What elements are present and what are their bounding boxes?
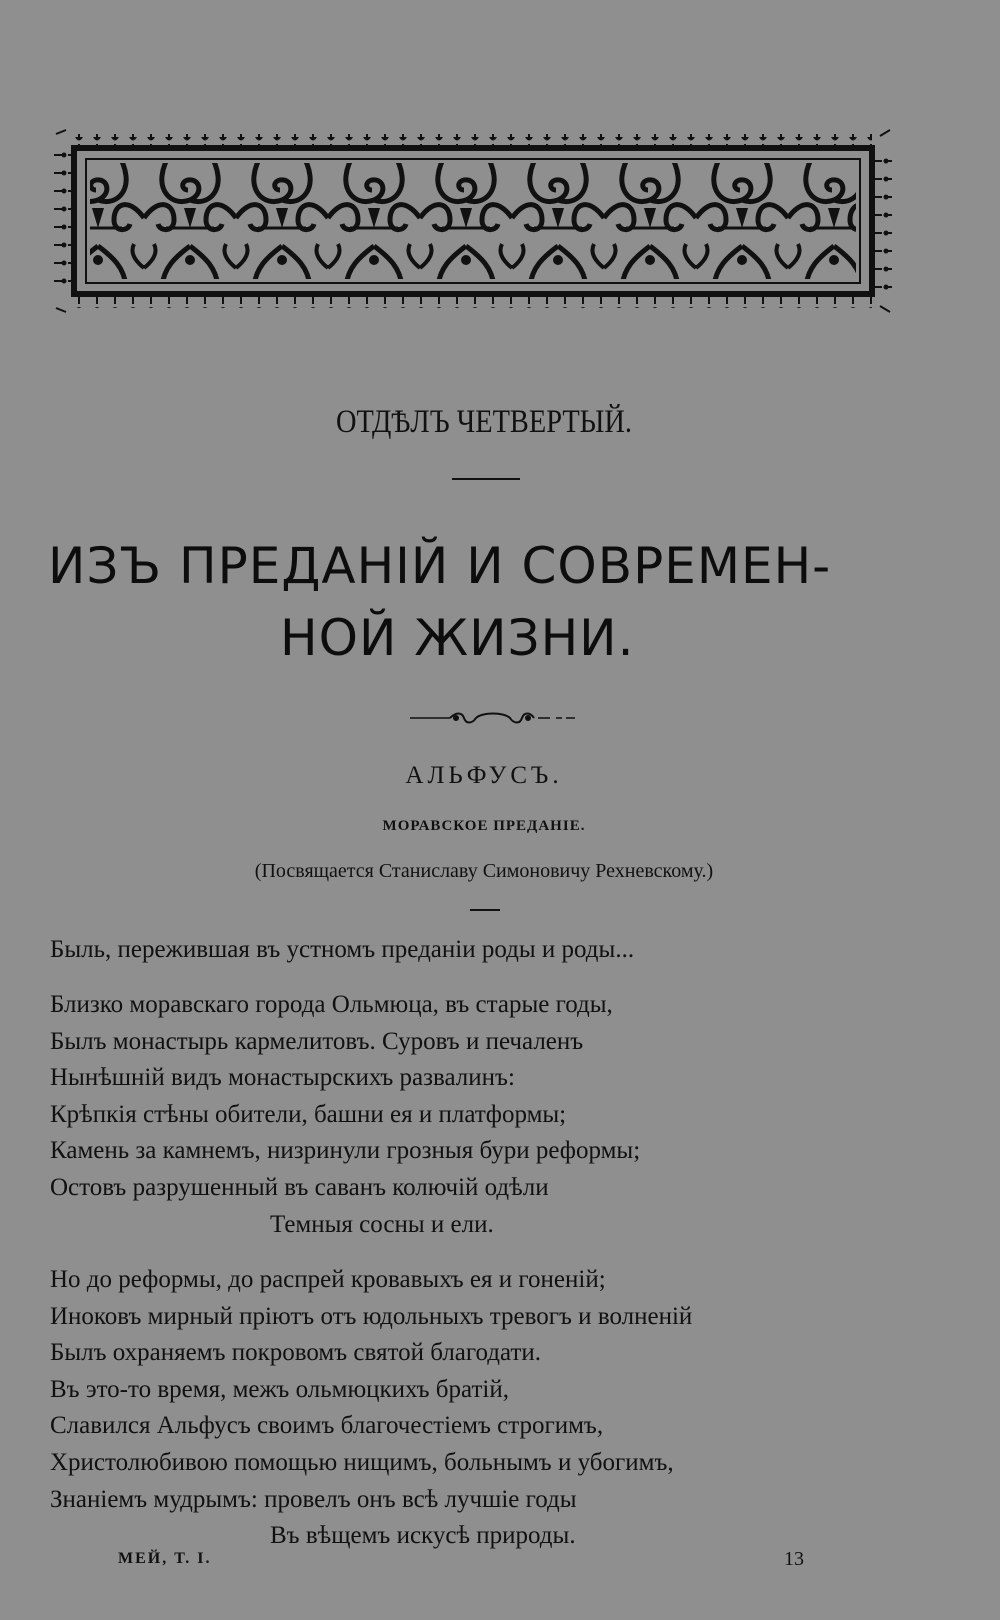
stanza-1: [50, 987, 950, 1243]
verse-line: Крѣпкія стѣны обители, башни ея и платформы;: [50, 1100, 567, 1128]
poem-subtitle: МОРАВСКОЕ ПРЕДАНІЕ.: [382, 818, 586, 834]
verse-line: Быль, пережившая въ устномъ преданіи роды и роды...: [50, 936, 635, 963]
verse-line: Знаніемъ мудрымъ: провелъ онъ всѣ лучшіе годы: [50, 1485, 577, 1513]
title-divider: [452, 478, 520, 480]
verse-line: Въ это-то время, межъ ольмюцкихъ братій,: [50, 1375, 509, 1403]
poem-title: АЛЬФУСЪ.: [405, 762, 563, 789]
ornamental-headpiece: [52, 128, 894, 313]
dedication-divider: [470, 909, 500, 911]
poem-dedication: (Посвящается Станиславу Симоновичу Рехневскому.): [254, 860, 714, 882]
verse-line: Близко моравскаго города Ольмюца, въ старые годы,: [50, 991, 613, 1018]
poem-epigraph: [50, 932, 950, 969]
section-title: ОТДѢЛЪ ЧЕТВЕРТЫЙ.: [335, 404, 633, 440]
verse-line: Нынѣшній видъ монастырскихъ развалинъ:: [50, 1064, 515, 1092]
verse-line: Остовъ разрушенный въ саванъ колючій одѣли: [50, 1173, 549, 1201]
verse-line: Камень за камнемъ, низринули грозныя бури реформы;: [50, 1137, 641, 1165]
printer-signature: МЕЙ, Т. I.: [118, 1550, 212, 1567]
stanza-2: [50, 1262, 950, 1555]
main-title: [48, 530, 928, 674]
verse-line: Иноковъ мирный пріютъ отъ юдольныхъ тревогъ и волненій: [50, 1302, 693, 1330]
verse-line: Славился Альфусъ своимъ благочестіемъ строгимъ,: [50, 1412, 604, 1440]
verse-line: Но до реформы, до распрей кровавыхъ ея и гоненій;: [50, 1266, 606, 1293]
main-title-line-2: НОЙ ЖИЗНИ.: [280, 609, 635, 667]
verse-line: Былъ охраняемъ покровомъ святой благодати.: [50, 1339, 542, 1367]
verse-line: Темныя сосны и ели.: [270, 1210, 494, 1238]
flourish-divider: [410, 710, 575, 726]
verse-line: Въ вѣщемъ искусѣ природы.: [270, 1522, 576, 1550]
page-number: 13: [784, 1548, 804, 1570]
main-title-line-1: ИЗЪ ПРЕДАНІЙ И СОВРЕМЕН-: [48, 537, 832, 595]
verse-line: Былъ монастырь кармелитовъ. Суровъ и печаленъ: [50, 1027, 584, 1055]
verse-line: Христолюбивою помощью нищимъ, больнымъ и убогимъ,: [50, 1448, 674, 1476]
